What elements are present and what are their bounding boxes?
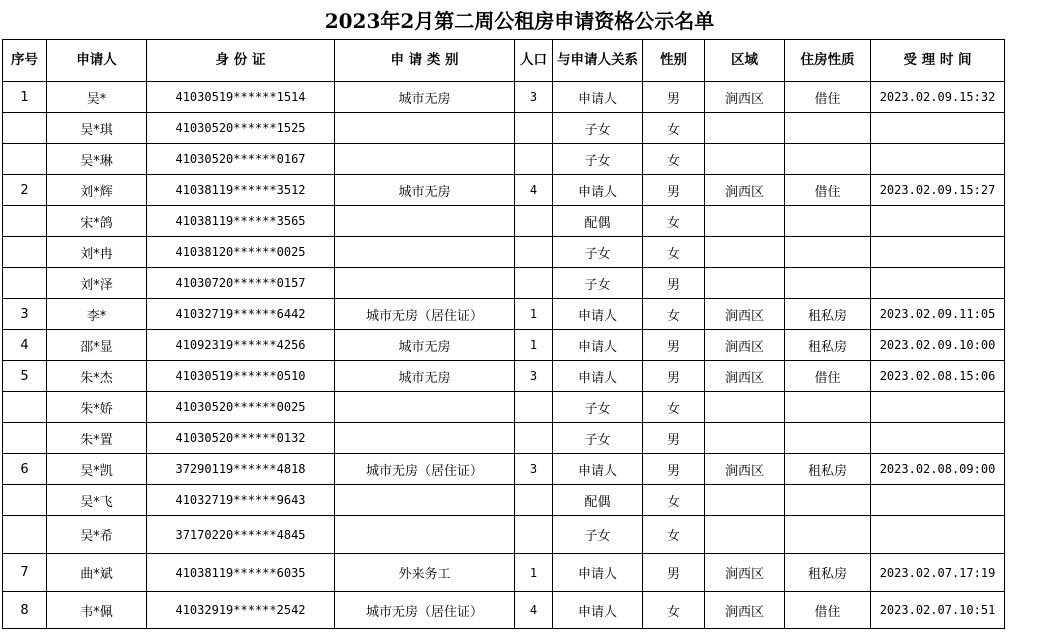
cell-housing: 借住 <box>785 592 871 629</box>
cell-housing <box>785 237 871 268</box>
cell-gender: 男 <box>643 454 705 485</box>
cell-relation: 配偶 <box>553 485 643 516</box>
cell-relation: 子女 <box>553 113 643 144</box>
header-seq: 序号 <box>3 40 47 82</box>
cell-category <box>335 268 515 299</box>
cell-applicant: 朱*杰 <box>47 361 147 392</box>
cell-id: 41030720******0157 <box>147 268 335 299</box>
cell-seq: 5 <box>3 361 47 392</box>
cell-housing <box>785 516 871 554</box>
cell-applicant: 刘*辉 <box>47 175 147 206</box>
cell-housing: 借住 <box>785 82 871 113</box>
cell-relation: 子女 <box>553 144 643 175</box>
cell-category <box>335 485 515 516</box>
cell-relation: 申请人 <box>553 454 643 485</box>
cell-category <box>335 423 515 454</box>
cell-district <box>705 237 785 268</box>
cell-people: 3 <box>515 454 553 485</box>
cell-people <box>515 423 553 454</box>
cell-applicant: 邵*显 <box>47 330 147 361</box>
cell-gender: 男 <box>643 175 705 206</box>
cell-applicant: 吴*飞 <box>47 485 147 516</box>
cell-housing <box>785 485 871 516</box>
cell-seq: 7 <box>3 554 47 592</box>
cell-people <box>515 237 553 268</box>
cell-gender: 女 <box>643 206 705 237</box>
cell-housing <box>785 113 871 144</box>
cell-housing: 借住 <box>785 175 871 206</box>
table-row <box>3 361 1005 392</box>
table-row <box>3 516 1005 554</box>
cell-category: 城市无房（居住证） <box>335 299 515 330</box>
cell-time: 2023.02.08.15:06 <box>871 361 1005 392</box>
cell-id: 41030519******1514 <box>147 82 335 113</box>
cell-applicant: 朱*娇 <box>47 392 147 423</box>
cell-category <box>335 237 515 268</box>
cell-gender: 女 <box>643 237 705 268</box>
cell-relation: 申请人 <box>553 592 643 629</box>
header-applicant: 申请人 <box>47 40 147 82</box>
cell-time <box>871 206 1005 237</box>
cell-housing <box>785 392 871 423</box>
table-row <box>3 423 1005 454</box>
table-row <box>3 268 1005 299</box>
cell-gender: 女 <box>643 144 705 175</box>
cell-seq: 4 <box>3 330 47 361</box>
cell-seq: 6 <box>3 454 47 485</box>
cell-housing: 借住 <box>785 361 871 392</box>
cell-time <box>871 268 1005 299</box>
cell-gender: 男 <box>643 361 705 392</box>
cell-seq <box>3 485 47 516</box>
cell-time <box>871 144 1005 175</box>
cell-people: 1 <box>515 554 553 592</box>
cell-housing: 租私房 <box>785 454 871 485</box>
cell-seq <box>3 113 47 144</box>
cell-applicant: 宋*鸽 <box>47 206 147 237</box>
cell-id: 41092319******4256 <box>147 330 335 361</box>
cell-time <box>871 113 1005 144</box>
cell-time: 2023.02.09.15:32 <box>871 82 1005 113</box>
cell-category: 城市无房 <box>335 361 515 392</box>
table-row <box>3 554 1005 592</box>
header-row <box>3 40 1005 82</box>
cell-applicant: 吴*琪 <box>47 113 147 144</box>
cell-people: 1 <box>515 299 553 330</box>
cell-housing: 租私房 <box>785 299 871 330</box>
cell-time <box>871 485 1005 516</box>
cell-district <box>705 268 785 299</box>
cell-district <box>705 206 785 237</box>
cell-applicant: 朱*置 <box>47 423 147 454</box>
cell-id: 41032719******9643 <box>147 485 335 516</box>
cell-people <box>515 268 553 299</box>
cell-seq <box>3 237 47 268</box>
cell-gender: 女 <box>643 392 705 423</box>
cell-people: 1 <box>515 330 553 361</box>
cell-relation: 申请人 <box>553 330 643 361</box>
cell-district <box>705 423 785 454</box>
document-title: 2023年2月第二周公租房申请资格公示名单 <box>324 9 715 33</box>
cell-gender: 女 <box>643 113 705 144</box>
cell-seq <box>3 206 47 237</box>
cell-seq <box>3 268 47 299</box>
cell-time: 2023.02.08.09:00 <box>871 454 1005 485</box>
cell-district: 涧西区 <box>705 454 785 485</box>
header-relation: 与申请人关系 <box>553 40 643 82</box>
cell-people <box>515 144 553 175</box>
cell-seq: 3 <box>3 299 47 330</box>
cell-gender: 男 <box>643 330 705 361</box>
cell-gender: 男 <box>643 423 705 454</box>
cell-id: 41030520******0025 <box>147 392 335 423</box>
cell-housing <box>785 206 871 237</box>
cell-id: 41030520******0167 <box>147 144 335 175</box>
cell-district: 涧西区 <box>705 554 785 592</box>
cell-applicant: 刘*泽 <box>47 268 147 299</box>
cell-people: 4 <box>515 592 553 629</box>
cell-relation: 申请人 <box>553 554 643 592</box>
cell-id: 41030520******0132 <box>147 423 335 454</box>
cell-district <box>705 485 785 516</box>
cell-district <box>705 144 785 175</box>
cell-people <box>515 392 553 423</box>
cell-id: 41032719******6442 <box>147 299 335 330</box>
cell-category: 城市无房（居住证） <box>335 592 515 629</box>
table-row <box>3 144 1005 175</box>
cell-time <box>871 392 1005 423</box>
cell-seq <box>3 516 47 554</box>
cell-applicant: 韦*佩 <box>47 592 147 629</box>
cell-gender: 男 <box>643 554 705 592</box>
cell-seq: 2 <box>3 175 47 206</box>
table-row <box>3 330 1005 361</box>
table-row <box>3 454 1005 485</box>
table-row <box>3 175 1005 206</box>
cell-category <box>335 206 515 237</box>
cell-category <box>335 144 515 175</box>
cell-gender: 女 <box>643 485 705 516</box>
cell-id: 37170220******4845 <box>147 516 335 554</box>
cell-relation: 子女 <box>553 392 643 423</box>
table-row <box>3 592 1005 629</box>
cell-applicant: 吴* <box>47 82 147 113</box>
cell-applicant: 曲*斌 <box>47 554 147 592</box>
table-row <box>3 237 1005 268</box>
cell-seq <box>3 392 47 423</box>
cell-relation: 申请人 <box>553 361 643 392</box>
cell-relation: 子女 <box>553 237 643 268</box>
cell-seq <box>3 144 47 175</box>
cell-relation: 子女 <box>553 268 643 299</box>
cell-district: 涧西区 <box>705 592 785 629</box>
cell-relation: 申请人 <box>553 299 643 330</box>
cell-relation: 配偶 <box>553 206 643 237</box>
cell-id: 37290119******4818 <box>147 454 335 485</box>
cell-seq <box>3 423 47 454</box>
cell-district: 涧西区 <box>705 330 785 361</box>
applicant-table <box>2 39 1005 629</box>
cell-gender: 女 <box>643 516 705 554</box>
cell-housing <box>785 268 871 299</box>
cell-housing: 租私房 <box>785 554 871 592</box>
cell-time: 2023.02.07.17:19 <box>871 554 1005 592</box>
cell-id: 41038119******3565 <box>147 206 335 237</box>
cell-gender: 女 <box>643 299 705 330</box>
cell-people <box>515 113 553 144</box>
cell-seq: 1 <box>3 82 47 113</box>
cell-id: 41030519******0510 <box>147 361 335 392</box>
cell-relation: 子女 <box>553 516 643 554</box>
cell-people <box>515 516 553 554</box>
header-district: 区域 <box>705 40 785 82</box>
header-gender: 性别 <box>643 40 705 82</box>
table-row <box>3 113 1005 144</box>
cell-district <box>705 392 785 423</box>
header-people: 人口 <box>515 40 553 82</box>
cell-relation: 申请人 <box>553 175 643 206</box>
cell-district: 涧西区 <box>705 361 785 392</box>
table-row <box>3 82 1005 113</box>
cell-time <box>871 237 1005 268</box>
cell-relation: 子女 <box>553 423 643 454</box>
cell-gender: 男 <box>643 82 705 113</box>
cell-seq: 8 <box>3 592 47 629</box>
cell-category <box>335 113 515 144</box>
table-body <box>3 82 1005 629</box>
cell-housing <box>785 423 871 454</box>
cell-people: 4 <box>515 175 553 206</box>
cell-housing: 租私房 <box>785 330 871 361</box>
header-time: 受 理 时 间 <box>871 40 1005 82</box>
cell-category: 城市无房 <box>335 175 515 206</box>
cell-id: 41038119******6035 <box>147 554 335 592</box>
cell-category <box>335 516 515 554</box>
table-row <box>3 392 1005 423</box>
cell-district: 涧西区 <box>705 175 785 206</box>
cell-applicant: 李* <box>47 299 147 330</box>
cell-gender: 女 <box>643 592 705 629</box>
cell-time: 2023.02.09.10:00 <box>871 330 1005 361</box>
cell-category <box>335 392 515 423</box>
cell-people <box>515 206 553 237</box>
header-category: 申 请 类 别 <box>335 40 515 82</box>
cell-applicant: 吴*琳 <box>47 144 147 175</box>
cell-applicant: 吴*凯 <box>47 454 147 485</box>
cell-category: 外来务工 <box>335 554 515 592</box>
cell-time <box>871 516 1005 554</box>
cell-id: 41030520******1525 <box>147 113 335 144</box>
cell-gender: 男 <box>643 268 705 299</box>
table-row <box>3 485 1005 516</box>
cell-relation: 申请人 <box>553 82 643 113</box>
cell-district: 涧西区 <box>705 299 785 330</box>
cell-district <box>705 516 785 554</box>
cell-category: 城市无房 <box>335 330 515 361</box>
cell-applicant: 吴*希 <box>47 516 147 554</box>
header-housing: 住房性质 <box>785 40 871 82</box>
cell-district: 涧西区 <box>705 82 785 113</box>
cell-district <box>705 113 785 144</box>
cell-people <box>515 485 553 516</box>
cell-time: 2023.02.09.11:05 <box>871 299 1005 330</box>
cell-id: 41038120******0025 <box>147 237 335 268</box>
cell-category: 城市无房（居住证） <box>335 454 515 485</box>
cell-applicant: 刘*冉 <box>47 237 147 268</box>
cell-housing <box>785 144 871 175</box>
cell-people: 3 <box>515 361 553 392</box>
cell-id: 41032919******2542 <box>147 592 335 629</box>
table-row <box>3 299 1005 330</box>
cell-time: 2023.02.07.10:51 <box>871 592 1005 629</box>
cell-people: 3 <box>515 82 553 113</box>
cell-category: 城市无房 <box>335 82 515 113</box>
header-id: 身 份 证 <box>147 40 335 82</box>
cell-time <box>871 423 1005 454</box>
table-row <box>3 206 1005 237</box>
cell-time: 2023.02.09.15:27 <box>871 175 1005 206</box>
cell-id: 41038119******3512 <box>147 175 335 206</box>
